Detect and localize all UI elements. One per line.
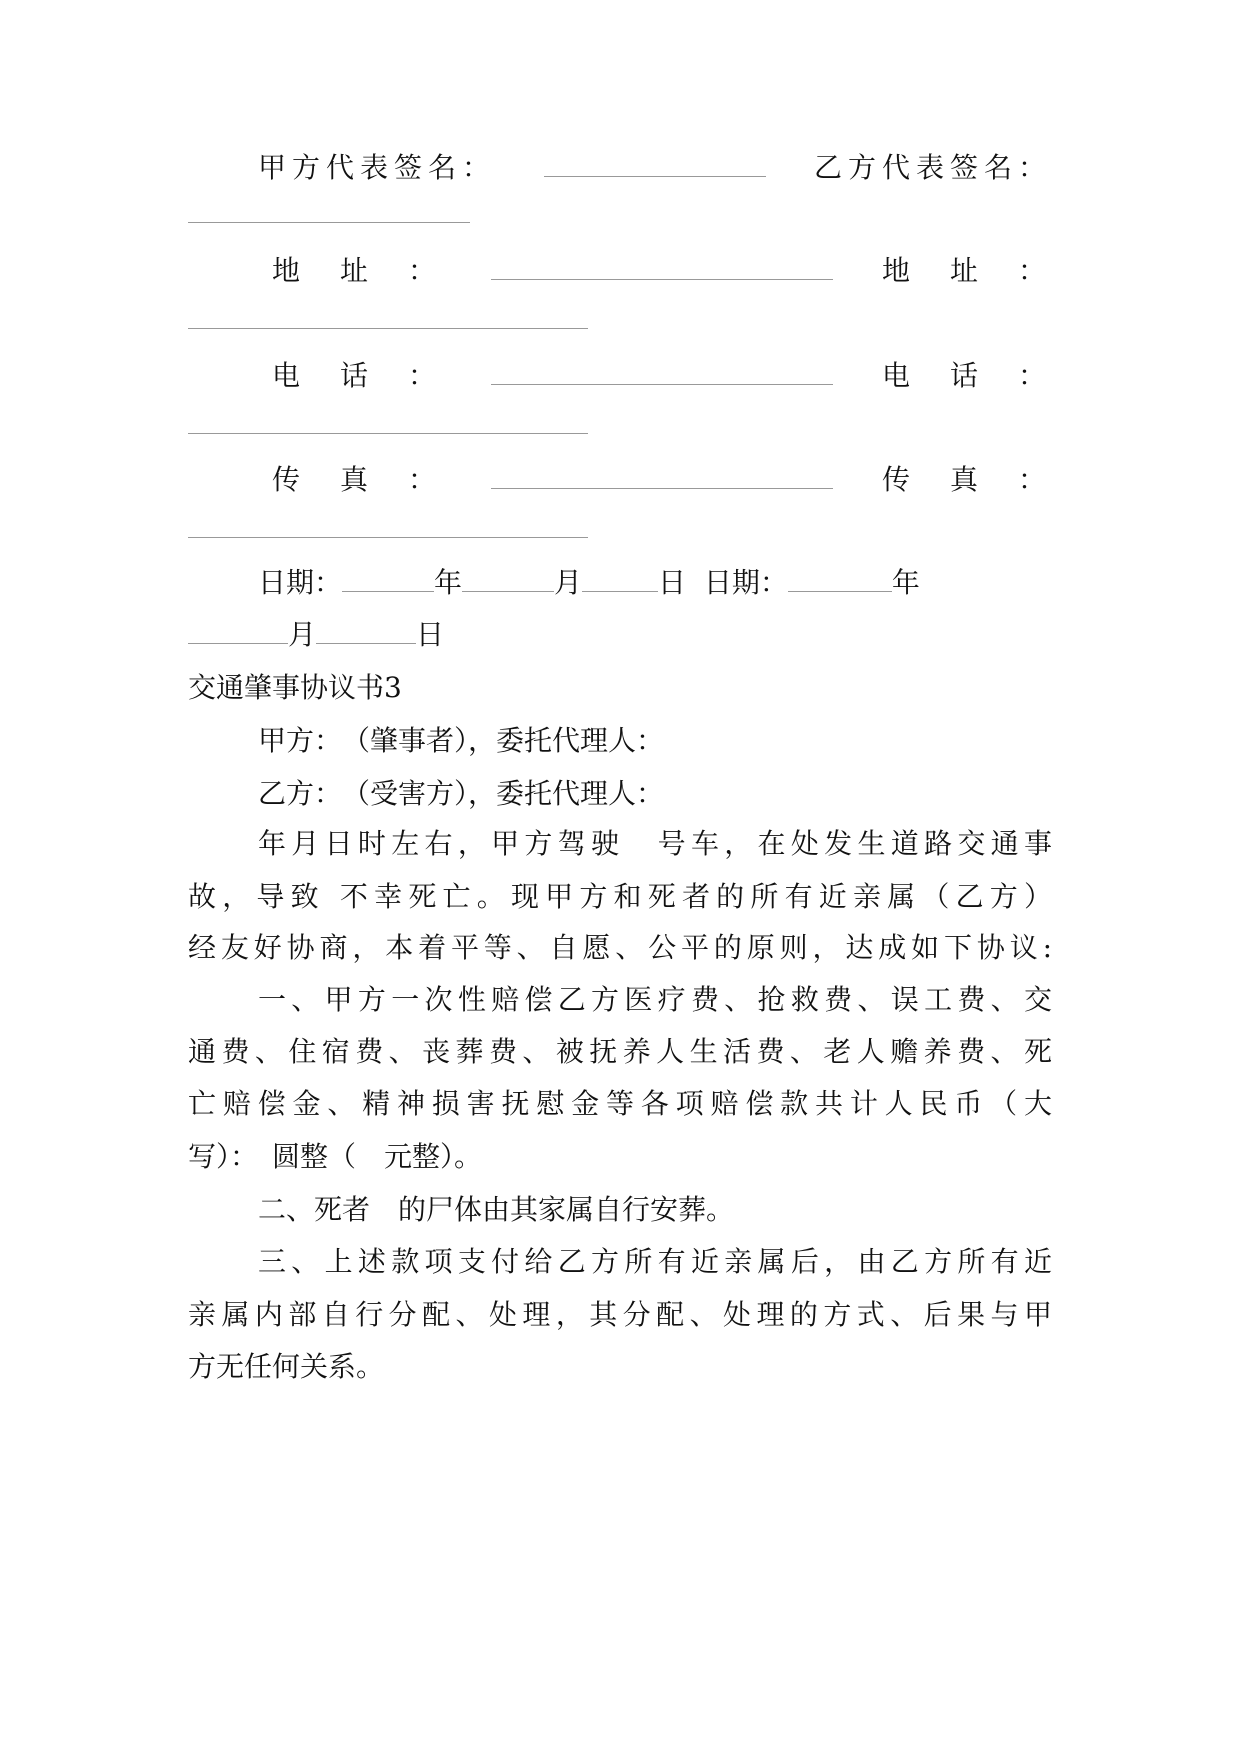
body-line: 通费、住宿费、丧葬费、被抚养人生活费、老人赡养费、死	[188, 1035, 1052, 1068]
date-row	[258, 565, 1052, 601]
date-a-label: 日期：	[258, 566, 343, 599]
body-line: 故，导致 不幸死亡。现甲方和死者的所有近亲属（乙方）	[188, 880, 1052, 913]
fax-row	[272, 462, 1052, 498]
address-a-blank	[491, 259, 833, 280]
body-line: 写）： 圆整（ 元整）。	[188, 1140, 483, 1173]
phone-a-blank	[491, 364, 833, 385]
body-line: 三、上述款项支付给乙方所有近亲属后，由乙方所有近	[258, 1245, 1052, 1278]
party-a-sign-label: 甲方代表签名：	[258, 151, 497, 184]
party-a-sign-blank	[544, 156, 766, 177]
body-line: 一、甲方一次性赔偿乙方医疗费、抢救费、误工费、交	[258, 983, 1052, 1016]
party-a-line: 甲方： （肇事者），委托代理人：	[258, 724, 665, 757]
body-line: 经友好协商，本着平等、自愿、公平的原则，达成如下协议:	[188, 931, 1052, 964]
body-line: 亲属内部自行分配、处理，其分配、处理的方式、后果与甲	[188, 1298, 1052, 1331]
month-label: 月	[554, 566, 583, 599]
year-label: 年	[891, 566, 920, 599]
day-label: 日	[658, 566, 687, 599]
phone-b-blank	[188, 413, 588, 434]
body-line: 亡赔偿金、精神损害抚慰金等各项赔偿款共计人民币（大	[188, 1087, 1052, 1120]
party-b-sign-label: 乙方代表签名：	[813, 151, 1052, 184]
fax-a-blank	[491, 468, 833, 489]
address-row	[272, 253, 1052, 289]
fax-a-label: 传 真 ：	[272, 463, 443, 496]
year-label: 年	[434, 566, 463, 599]
body-line: 二、死者 的尸体由其家属自行安葬。	[258, 1193, 735, 1226]
fax-b-blank	[188, 517, 588, 538]
address-b-label: 地 址 ：	[881, 254, 1052, 287]
phone-row	[272, 358, 1052, 394]
body-line: 年月日时左右，甲方驾驶 号车，在处发生道路交通事	[258, 827, 1052, 860]
party-b-line: 乙方： （受害方），委托代理人：	[258, 777, 665, 810]
fax-b-label: 传 真 ：	[881, 463, 1052, 496]
phone-a-label: 电 话 ：	[272, 359, 443, 392]
month-label: 月	[288, 618, 317, 651]
day-label: 日	[416, 618, 445, 651]
date-b-label: 日期：	[703, 566, 788, 599]
phone-b-label: 电 话 ：	[881, 359, 1052, 392]
signature-row	[258, 150, 1052, 186]
document-title: 交通肇事协议书3	[188, 671, 402, 704]
address-b-blank	[188, 308, 588, 329]
body-line: 方无任何关系。	[188, 1350, 385, 1383]
address-a-label: 地 址 ：	[272, 254, 443, 287]
party-b-sign-blank	[188, 202, 470, 223]
